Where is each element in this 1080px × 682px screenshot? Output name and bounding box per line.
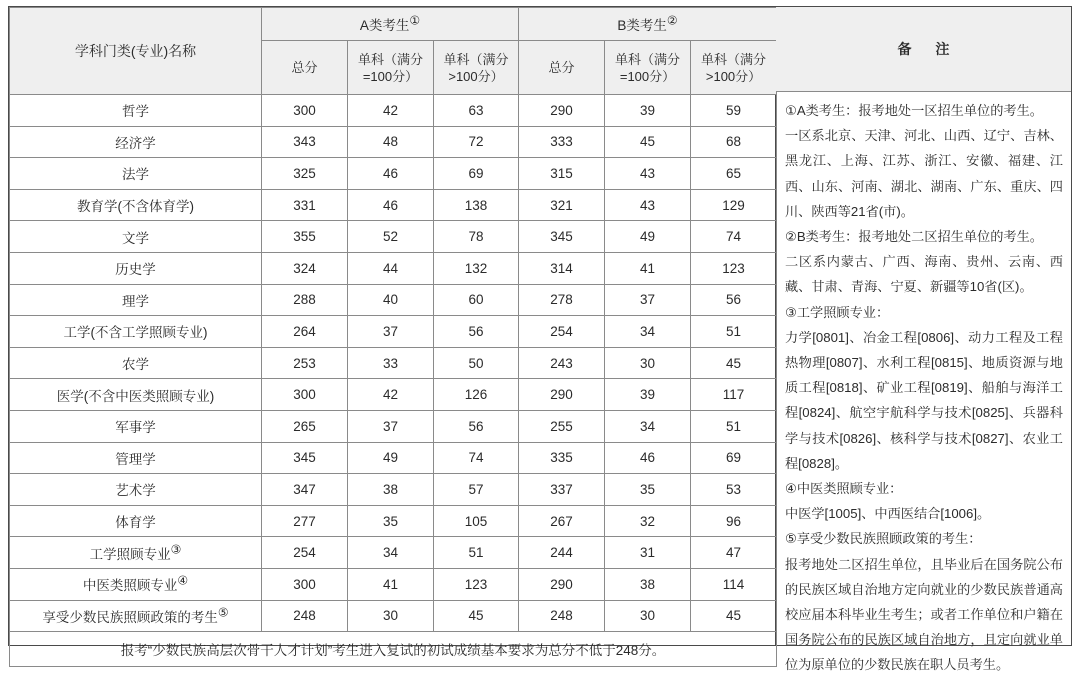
- table-row: [10, 568, 777, 600]
- header-subject-column: [10, 8, 262, 95]
- row-score-b-total: 244: [519, 537, 605, 569]
- row-score-a-eq: 30: [348, 600, 434, 632]
- row-score-a-gt: 56: [434, 410, 519, 442]
- remark-paragraph: 二区系内蒙古、广西、海南、贵州、云南、西藏、甘肃、青海、宁夏、新疆等10省(区)。: [785, 254, 1063, 295]
- row-subject-name: 管理学: [10, 442, 262, 474]
- row-score-a-eq: 46: [348, 189, 434, 221]
- row-score-b-eq: 30: [605, 347, 691, 379]
- row-score-a-eq: 34: [348, 537, 434, 569]
- table-row: [10, 316, 777, 348]
- row-subject-name: 医学(不含中医类照顾专业): [10, 379, 262, 411]
- row-score-b-gt: 45: [691, 347, 777, 379]
- remark-paragraph: ⑤享受少数民族照顾政策的考生：: [785, 531, 982, 547]
- remark-paragraph: ④中医类照顾专业：: [785, 481, 903, 497]
- row-score-b-gt: 65: [691, 158, 777, 190]
- table-row: [10, 126, 777, 158]
- header-group-a-label: A类考生: [359, 18, 410, 33]
- table-row: [10, 189, 777, 221]
- header-b-single-gt100: [691, 41, 777, 95]
- score-table-foot: [10, 632, 777, 667]
- footnote-mark-icon: ④: [177, 573, 189, 588]
- row-score-a-gt: 51: [434, 537, 519, 569]
- table-row: [10, 158, 777, 190]
- row-score-a-total: 325: [262, 158, 348, 190]
- row-score-b-gt: 117: [691, 379, 777, 411]
- header-b-total: [519, 41, 605, 95]
- header-b-single-eq100: [605, 41, 691, 95]
- row-score-a-gt: 50: [434, 347, 519, 379]
- row-score-b-total: 248: [519, 600, 605, 632]
- score-requirements-table: [8, 6, 1072, 673]
- score-table-body: [10, 95, 777, 632]
- row-score-b-eq: 31: [605, 537, 691, 569]
- row-score-b-total: 333: [519, 126, 605, 158]
- row-score-b-total: 290: [519, 95, 605, 127]
- row-score-a-gt: 78: [434, 221, 519, 253]
- row-score-a-eq: 48: [348, 126, 434, 158]
- row-score-a-gt: 72: [434, 126, 519, 158]
- remarks-side: [776, 7, 1071, 673]
- row-score-a-eq: 42: [348, 95, 434, 127]
- row-score-b-total: 255: [519, 410, 605, 442]
- row-score-a-eq: 44: [348, 252, 434, 284]
- row-subject-name: 文学: [10, 221, 262, 253]
- row-score-b-total: 243: [519, 347, 605, 379]
- score-table-side: [9, 7, 776, 659]
- remark-paragraph: 一区系北京、天津、河北、山西、辽宁、吉林、黑龙江、上海、江苏、浙江、安徽、福建、江西、山东、河南、湖北、湖南、广东、重庆、四川、陕西等21省(市)。: [785, 128, 1063, 219]
- row-score-a-eq: 37: [348, 316, 434, 348]
- row-score-b-gt: 59: [691, 95, 777, 127]
- header-a-single-eq100: [348, 41, 434, 95]
- row-score-a-gt: 69: [434, 158, 519, 190]
- row-score-b-gt: 51: [691, 410, 777, 442]
- table-row: [10, 600, 777, 632]
- row-subject-name: 工学(不含工学照顾专业): [10, 316, 262, 348]
- row-subject-name: 中医类照顾专业④: [10, 568, 262, 600]
- row-score-b-eq: 32: [605, 505, 691, 537]
- row-subject-name: 法学: [10, 158, 262, 190]
- table-row: [10, 95, 777, 127]
- row-score-a-eq: 40: [348, 284, 434, 316]
- row-score-b-gt: 114: [691, 568, 777, 600]
- row-subject-name: 历史学: [10, 252, 262, 284]
- header-a-single-eq100-line1: 单科（满分: [357, 51, 423, 67]
- row-score-a-total: 347: [262, 474, 348, 506]
- table-row: [10, 379, 777, 411]
- row-score-b-eq: 30: [605, 600, 691, 632]
- row-score-b-eq: 43: [605, 189, 691, 221]
- footnote-mark-1-icon: ①: [409, 13, 421, 28]
- row-score-b-total: 267: [519, 505, 605, 537]
- row-score-a-total: 324: [262, 252, 348, 284]
- row-score-a-gt: 126: [434, 379, 519, 411]
- header-a-single-eq100-line2: =100分）: [362, 68, 419, 84]
- remark-paragraph: 中医学[1005]、中西医结合[1006]。: [785, 506, 991, 522]
- row-score-b-total: 337: [519, 474, 605, 506]
- table-row: [10, 410, 777, 442]
- table-footnote-row: [10, 632, 777, 667]
- row-score-b-total: 290: [519, 568, 605, 600]
- row-score-a-gt: 74: [434, 442, 519, 474]
- row-score-b-eq: 37: [605, 284, 691, 316]
- row-score-b-total: 290: [519, 379, 605, 411]
- row-subject-name: 哲学: [10, 95, 262, 127]
- remark-paragraph: 报考地处二区招生单位，且毕业后在国务院公布的民族区域自治地方定向就业的少数民族普通高校应届本科毕业生考生；或者工作单位和户籍在国务院公布的民族区域自治地方，且定向就业单位为原单位的少数民族在职人员考生。: [785, 556, 1063, 673]
- row-score-b-gt: 129: [691, 189, 777, 221]
- remark-paragraph: ②B类考生：报考地处二区招生单位的考生。: [785, 229, 1043, 245]
- row-score-a-total: 277: [262, 505, 348, 537]
- table-row: [10, 442, 777, 474]
- row-score-b-eq: 34: [605, 410, 691, 442]
- row-score-b-eq: 35: [605, 474, 691, 506]
- header-row-top: [10, 8, 777, 41]
- footnote-mark-2-icon: ②: [666, 13, 678, 28]
- remarks-header: 备 注: [776, 7, 1071, 92]
- header-group-a: [262, 8, 519, 41]
- row-score-b-eq: 45: [605, 126, 691, 158]
- row-score-a-gt: 57: [434, 474, 519, 506]
- row-score-b-total: 321: [519, 189, 605, 221]
- score-table-head: [10, 8, 777, 95]
- table-row: [10, 252, 777, 284]
- row-score-a-total: 300: [262, 95, 348, 127]
- row-score-b-eq: 41: [605, 252, 691, 284]
- header-group-b-label: B类考生: [617, 18, 667, 33]
- header-b-single-eq100-line2: =100分）: [619, 68, 676, 84]
- row-subject-name: 农学: [10, 347, 262, 379]
- header-a-single-gt100-line2: >100分）: [448, 68, 504, 84]
- header-b-single-eq100-line1: 单科（满分: [615, 51, 681, 67]
- footnote-mark-icon: ⑤: [217, 605, 229, 620]
- row-score-a-eq: 46: [348, 158, 434, 190]
- row-score-b-eq: 39: [605, 95, 691, 127]
- header-a-single-gt100-line1: 单科（满分: [443, 51, 509, 67]
- header-b-single-gt100-line2: >100分）: [705, 68, 762, 84]
- row-score-b-total: 278: [519, 284, 605, 316]
- row-score-a-gt: 63: [434, 95, 519, 127]
- row-score-b-total: 345: [519, 221, 605, 253]
- table-row: [10, 347, 777, 379]
- row-score-a-total: 300: [262, 379, 348, 411]
- row-score-a-total: 265: [262, 410, 348, 442]
- row-score-a-gt: 45: [434, 600, 519, 632]
- row-score-b-eq: 43: [605, 158, 691, 190]
- header-b-total-label: 总分: [548, 60, 575, 75]
- table-row: [10, 537, 777, 569]
- table-row: [10, 505, 777, 537]
- header-group-b: [519, 8, 777, 41]
- row-score-a-gt: 132: [434, 252, 519, 284]
- row-score-b-gt: 123: [691, 252, 777, 284]
- table-footnote-cell: 报考“少数民族高层次骨干人才计划”考生进入复试的初试成绩基本要求为总分不低于248分。: [10, 632, 777, 667]
- row-subject-name: 体育学: [10, 505, 262, 537]
- row-subject-name: 享受少数民族照顾政策的考生⑤: [10, 600, 262, 632]
- row-score-b-eq: 49: [605, 221, 691, 253]
- row-subject-name: 艺术学: [10, 474, 262, 506]
- row-score-b-eq: 38: [605, 568, 691, 600]
- row-score-b-gt: 53: [691, 474, 777, 506]
- row-subject-name: 军事学: [10, 410, 262, 442]
- table-row: [10, 221, 777, 253]
- row-score-a-eq: 33: [348, 347, 434, 379]
- row-score-b-eq: 46: [605, 442, 691, 474]
- row-score-b-gt: 45: [691, 600, 777, 632]
- row-score-a-total: 254: [262, 537, 348, 569]
- row-score-b-gt: 56: [691, 284, 777, 316]
- row-score-a-gt: 56: [434, 316, 519, 348]
- header-a-single-gt100: [434, 41, 519, 95]
- row-score-b-total: 315: [519, 158, 605, 190]
- row-score-b-eq: 39: [605, 379, 691, 411]
- row-score-a-total: 288: [262, 284, 348, 316]
- row-score-b-gt: 69: [691, 442, 777, 474]
- header-a-total: [262, 41, 348, 95]
- row-score-a-total: 264: [262, 316, 348, 348]
- row-score-a-gt: 123: [434, 568, 519, 600]
- row-score-a-total: 345: [262, 442, 348, 474]
- score-table: [9, 7, 777, 667]
- row-score-b-gt: 51: [691, 316, 777, 348]
- row-score-a-eq: 35: [348, 505, 434, 537]
- row-score-a-gt: 138: [434, 189, 519, 221]
- row-score-a-total: 248: [262, 600, 348, 632]
- row-score-a-gt: 105: [434, 505, 519, 537]
- row-score-a-eq: 49: [348, 442, 434, 474]
- header-a-total-label: 总分: [291, 60, 318, 75]
- row-score-b-total: 335: [519, 442, 605, 474]
- row-score-b-total: 254: [519, 316, 605, 348]
- row-subject-name: 工学照顾专业③: [10, 537, 262, 569]
- remarks-body: [776, 92, 1071, 682]
- row-score-b-gt: 68: [691, 126, 777, 158]
- remark-paragraph: ③工学照顾专业：: [785, 304, 890, 320]
- row-score-a-eq: 37: [348, 410, 434, 442]
- remark-paragraph: 力学[0801]、冶金工程[0806]、动力工程及工程热物理[0807]、水利工程[0815]、地质资源与地质工程[0818]、矿业工程[0819]、船舶与海洋工程[0824]、航空宇航科学与技术[0825]、兵器科学与技术[0826]、核科学与技术[0827]、农业工程[0828]。: [785, 329, 1063, 471]
- row-score-a-total: 300: [262, 568, 348, 600]
- header-b-single-gt100-line1: 单科（满分: [701, 51, 767, 67]
- row-score-b-gt: 74: [691, 221, 777, 253]
- row-score-b-gt: 96: [691, 505, 777, 537]
- row-score-a-total: 331: [262, 189, 348, 221]
- remark-paragraph: ①A类考生：报考地处一区招生单位的考生。: [785, 103, 1043, 118]
- header-subject-label: 学科门类(专业)名称: [74, 43, 197, 59]
- footnote-mark-icon: ③: [170, 542, 182, 557]
- table-row: [10, 284, 777, 316]
- row-score-a-total: 253: [262, 347, 348, 379]
- row-score-a-eq: 52: [348, 221, 434, 253]
- table-row: [10, 474, 777, 506]
- row-score-b-eq: 34: [605, 316, 691, 348]
- row-score-b-total: 314: [519, 252, 605, 284]
- row-score-a-total: 343: [262, 126, 348, 158]
- row-subject-name: 教育学(不含体育学): [10, 189, 262, 221]
- row-score-a-eq: 42: [348, 379, 434, 411]
- row-score-a-total: 355: [262, 221, 348, 253]
- row-score-a-gt: 60: [434, 284, 519, 316]
- row-score-b-gt: 47: [691, 537, 777, 569]
- row-score-a-eq: 41: [348, 568, 434, 600]
- row-subject-name: 理学: [10, 284, 262, 316]
- row-subject-name: 经济学: [10, 126, 262, 158]
- row-score-a-eq: 38: [348, 474, 434, 506]
